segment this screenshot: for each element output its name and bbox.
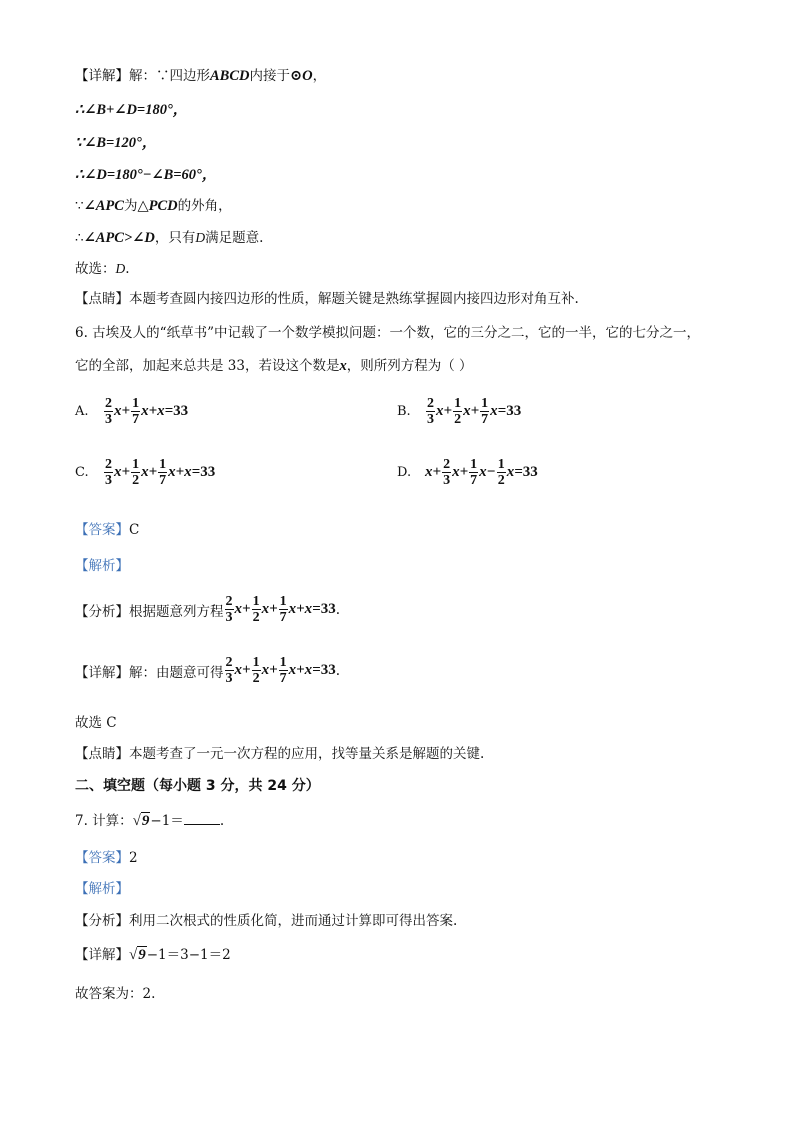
fraction-two-thirds: $\frac{2}{3}$ (443, 457, 451, 488)
q6-comment: 【点睛】本题考查了一元一次方程的应用，找等量关系是解题的关键. (75, 746, 485, 762)
detail-line-5: ∵∠APC为△PCD的外角， (75, 198, 232, 214)
fraction-one-seventh: $\frac{1}{7}$ (132, 396, 140, 427)
detail-line-2: ∴∠B+∠D=180°， (75, 102, 188, 118)
q6-analysis-tag: 【解析】 (75, 558, 129, 574)
option-c[interactable]: C. $\frac{2}{3}$ x+ $\frac{1}{2}$ x+ $\frac{1}{7}$ x+x=33 (75, 457, 216, 488)
sqrt-symbol: √9 (129, 947, 146, 963)
q7-final: 故答案为：2. (75, 986, 156, 1002)
sqrt-symbol: √9 (132, 813, 150, 829)
fraction-one-seventh: $\frac{1}{7}$ (470, 457, 478, 488)
q7-fenxi: 【分析】利用二次根式的性质化简，进而通过计算即可得出答案. (75, 913, 458, 929)
choice-line-5: 故选：D. (75, 261, 130, 277)
q6-fenxi-line: 【分析】 根据题意列方程 $\frac{2}{3}$ x+ $\frac{1}{2}$ x+ $\frac{1}{7}$ x+x=33 . (75, 594, 341, 625)
detail-line-6: ∴∠APC>∠D，只有D满足题意. (75, 230, 264, 246)
q7-analysis-tag: 【解析】 (75, 881, 129, 897)
fraction-one-half: $\frac{1}{2}$ (252, 655, 260, 686)
q7-stem: 7. 计算：√9−1＝ . (75, 813, 225, 829)
option-b[interactable]: B. $\frac{2}{3}$ x+ $\frac{1}{2}$ x+ $\frac{1}{7}$ x=33 (397, 396, 522, 427)
fraction-one-half: $\frac{1}{2}$ (497, 457, 505, 488)
q6-answer: 【答案】C (75, 522, 140, 538)
fraction-one-seventh: $\frac{1}{7}$ (279, 594, 287, 625)
fraction-two-thirds: $\frac{2}{3}$ (427, 396, 434, 427)
q6-detail-line: 【详解】 解：由题意可得 $\frac{2}{3}$ x+ $\frac{1}{2}$ x+ $\frac{1}{7}$ x+x=33 . (75, 655, 341, 686)
fraction-one-half: $\frac{1}{2}$ (132, 457, 140, 488)
option-a[interactable]: A. $\frac{2}{3}$ x+ $\frac{1}{7}$ x+x=33 (75, 396, 189, 427)
comment-line-5: 【点睛】本题考查圆内接四边形的性质，解题关键是熟练掌握圆内接四边形对角互补. (75, 291, 579, 307)
fraction-two-thirds: $\frac{2}{3}$ (225, 594, 233, 625)
fraction-two-thirds: $\frac{2}{3}$ (105, 396, 112, 427)
fraction-two-thirds: $\frac{2}{3}$ (225, 655, 233, 686)
q6-stem-line-1: 6. 古埃及人的“纸草书”中记载了一个数学模拟问题：一个数，它的三分之二，它的一半，它的七分之一， (75, 325, 700, 341)
option-d[interactable]: D. x+ $\frac{2}{3}$ x+ $\frac{1}{7}$ x− $\frac{1}{2}$ x=33 (397, 457, 538, 488)
q7-answer: 【答案】2 (75, 850, 138, 866)
fraction-one-seventh: $\frac{1}{7}$ (279, 655, 287, 686)
detail-line-1: 【详解】解：∵四边形ABCD内接于⊙O， (75, 68, 327, 84)
fraction-one-seventh: $\frac{1}{7}$ (481, 396, 489, 427)
q6-choice: 故选 C (75, 715, 117, 731)
detail-line-4: ∴∠D=180°−∠B=60°， (75, 167, 217, 183)
fraction-one-half: $\frac{1}{2}$ (252, 594, 260, 625)
section-title: 二、填空题（每小题 3 分，共 24 分） (75, 778, 320, 794)
fraction-two-thirds: $\frac{2}{3}$ (105, 457, 112, 488)
fraction-one-seventh: $\frac{1}{7}$ (159, 457, 167, 488)
answer-blank[interactable] (184, 812, 220, 825)
q7-detail: 【详解】√9−1＝3−1＝2 (75, 947, 231, 963)
fraction-one-half: $\frac{1}{2}$ (454, 396, 462, 427)
q6-stem-line-2: 它的全部，加起来总共是 33，若设这个数是x，则所列方程为（ ） (75, 358, 473, 374)
detail-line-3: ∵∠B=120°， (75, 135, 157, 151)
